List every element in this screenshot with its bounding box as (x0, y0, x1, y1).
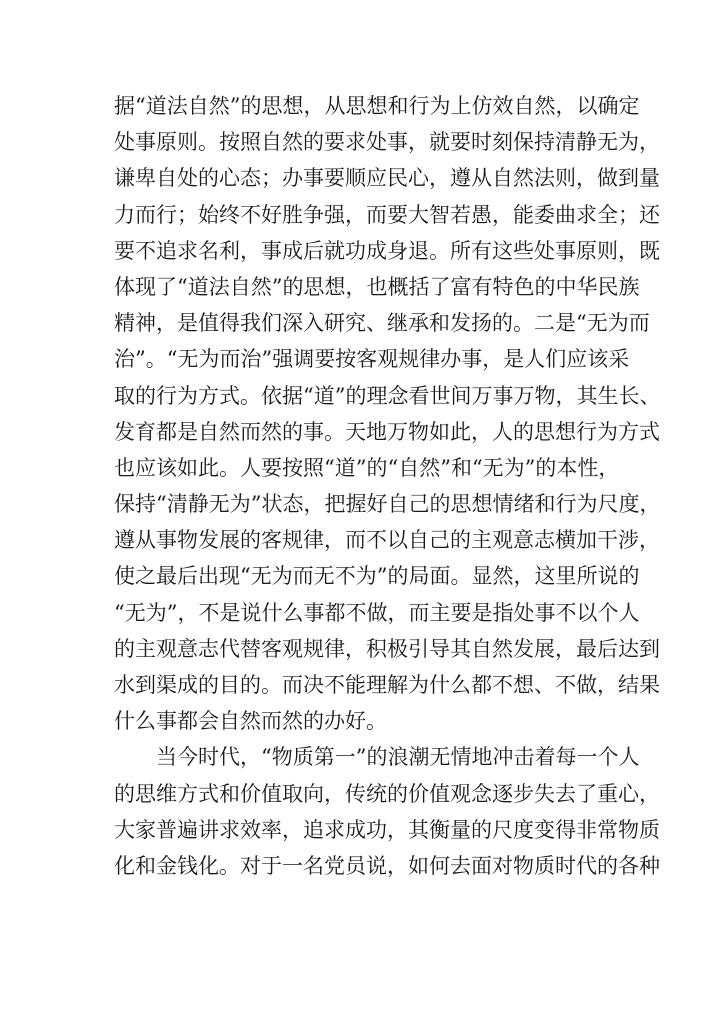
text-line: 力而行；始终不好胜争强，而要大智若愚，能委曲求全；还 (114, 202, 660, 227)
paragraph-start-line: 当今时代，“物质第一”的浪潮无情地冲击着每一个人 (114, 745, 640, 770)
text-line: 的思维方式和价值取向，传统的价值观念逐步失去了重心， (114, 781, 660, 806)
text-line: 遵从事物发展的客规律，而不以自己的主观意志横加干涉， (114, 528, 660, 553)
text-line: 取的行为方式。依据“道”的理念看世间万事万物，其生长、 (114, 383, 661, 408)
text-line: 治”。“无为而治”强调要按客观规律办事，是人们应该采 (114, 347, 630, 372)
text-line: 化和金钱化。对于一名党员说，如何去面对物质时代的各种 (114, 853, 660, 878)
text-line: 处事原则。按照自然的要求处事，就要时刻保持清静无为， (114, 130, 660, 155)
text-line: 发育都是自然而然的事。天地万物如此，人的思想行为方式 (114, 419, 660, 444)
text-line: 体现了“道法自然”的思想，也概括了富有特色的中华民族 (114, 274, 640, 299)
paragraph-end-line: 什么事都会自然而然的办好。 (114, 709, 387, 734)
text-line: 也应该如此。人要按照“道”的“自然”和“无为”的本性， (114, 455, 620, 480)
text-line: “无为”，不是说什么事都不做，而主要是指处事不以个人 (114, 600, 640, 625)
text-line: 大家普遍讲求效率，追求成功，其衡量的尺度变得非常物质 (114, 817, 660, 842)
text-line: 保持“清静无为”状态，把握好自己的思想情绪和行为尺度， (114, 492, 661, 517)
text-line: 据“道法自然”的思想，从思想和行为上仿效自然，以确定 (114, 94, 640, 118)
text-line: 水到渠成的目的。而决不能理解为什么都不想、不做，结果 (114, 673, 660, 697)
text-line: 要不追求名利，事成后就功成身退。所有这些处事原则，既 (114, 238, 660, 263)
text-line: 精神，是值得我们深入研究、继承和发扬的。二是“无为而 (114, 311, 650, 336)
text-line: 的主观意志代替客观规律，积极引导其自然发展，最后达到 (114, 636, 660, 661)
text-line: 谦卑自处的心态；办事要顺应民心，遵从自然法则，做到量 (114, 166, 660, 191)
text-line: 使之最后出现“无为而无不为”的局面。显然，这里所说的 (114, 564, 640, 589)
body-text (114, 88, 661, 884)
